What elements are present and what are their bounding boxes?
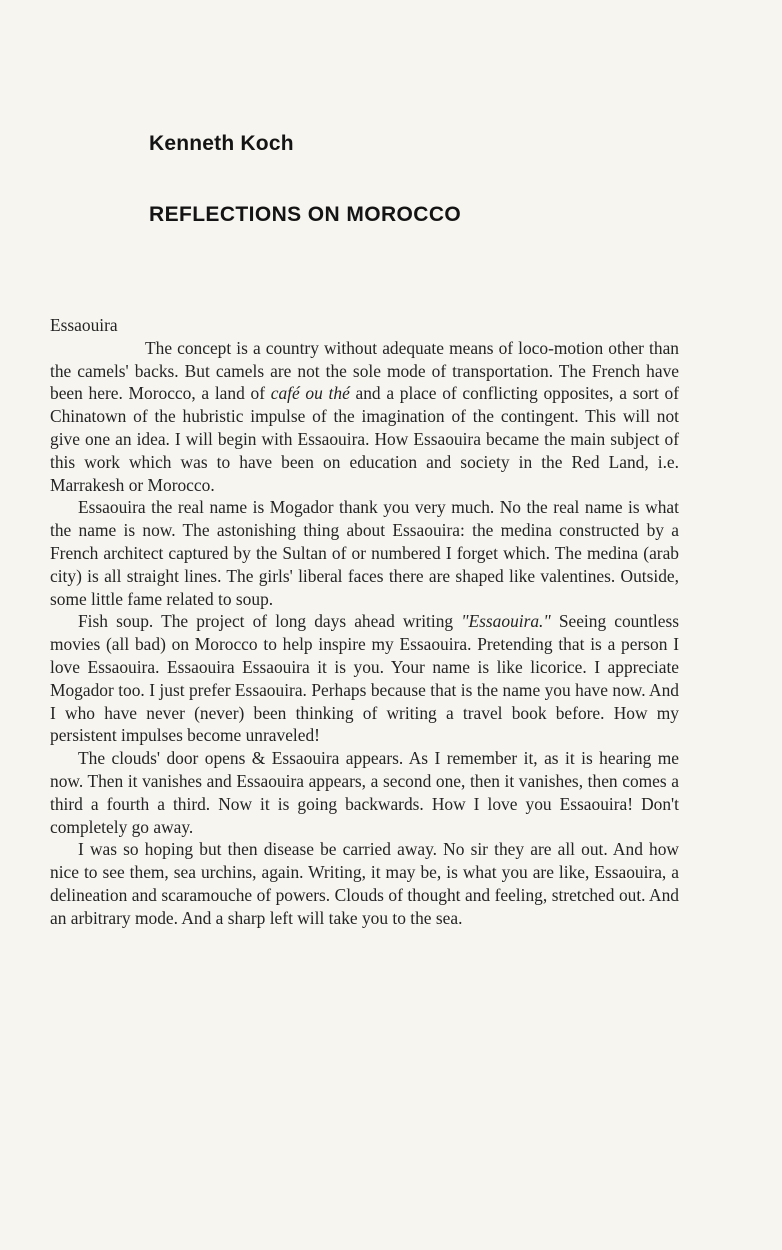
paragraph-1 — [50, 337, 679, 497]
paragraph-3 — [50, 610, 679, 747]
paragraph-3-italic: "Essaouira." — [461, 611, 551, 632]
paragraph-3-text-a: Fish soup. The project of long days ahead writing — [78, 611, 462, 632]
paragraph-1-italic: café ou thé — [270, 383, 350, 404]
author-name: Kenneth Koch — [149, 132, 294, 155]
essay-title: REFLECTIONS ON MOROCCO — [149, 203, 462, 226]
paragraph-2: Essaouira the real name is Mogador thank you very much. No the real name is what the name is now. The astonishing thing about Essaouira: the medina constructed by a French architect captured by the Sultan of or numbered I forget which. The medina (arab city) is all straight lines. The girls' liberal faces there are shaped like valentines. Outside, some little fame related to soup. — [50, 497, 679, 609]
paragraph-5: I was so hoping but then disease be carried away. No sir they are all out. And how nice to see them, sea urchins, again. Writing, it may be, is what you are like, Essaouira, a delineation and scaramouche of powers. Clouds of thought and feeling, stretched out. And an arbitrary mode. And a sharp left will take you to the sea. — [50, 839, 679, 928]
paragraph-1-text-b: and a place of conflicting opposites, a sort of Chinatown of the hubristic impulse of the imagination of the contingent. This will not give one an idea. I will begin with Essaouira. How Essaouira became the main subject of this work which was to have been on education and society in the Red Land, i.e. Marrakesh or Morocco. — [50, 383, 679, 495]
essay-body — [50, 314, 679, 930]
paragraph-4: The clouds' door opens & Essaouira appears. As I remember it, as it is hearing me now. Then it vanishes and Essaouira appears, a second one, then it vanishes, then comes a third a fourth a third. Now it is going backwards. How I love you Essaouira! Don't completely go away. — [50, 748, 679, 837]
section-heading: Essaouira — [50, 315, 118, 335]
paragraph-1-text-a: The concept is a country without adequate means of loco-motion other than the camels' backs. But camels are not the sole mode of transportation. The French have been here. Morocco, a land of — [50, 337, 679, 404]
paragraph-3-text-b: Seeing countless movies (all bad) on Morocco to help inspire my Essaouira. Pretending that is a person I love Essaouira. Essaouira Essaouira it is you. Your name is like licorice. I appreciate Mogador too. I just prefer Essaouira. Perhaps because that is the name you have now. And I who have never (never) been thinking of writing a travel book before. How my persistent impulses become unraveled! — [50, 611, 679, 746]
